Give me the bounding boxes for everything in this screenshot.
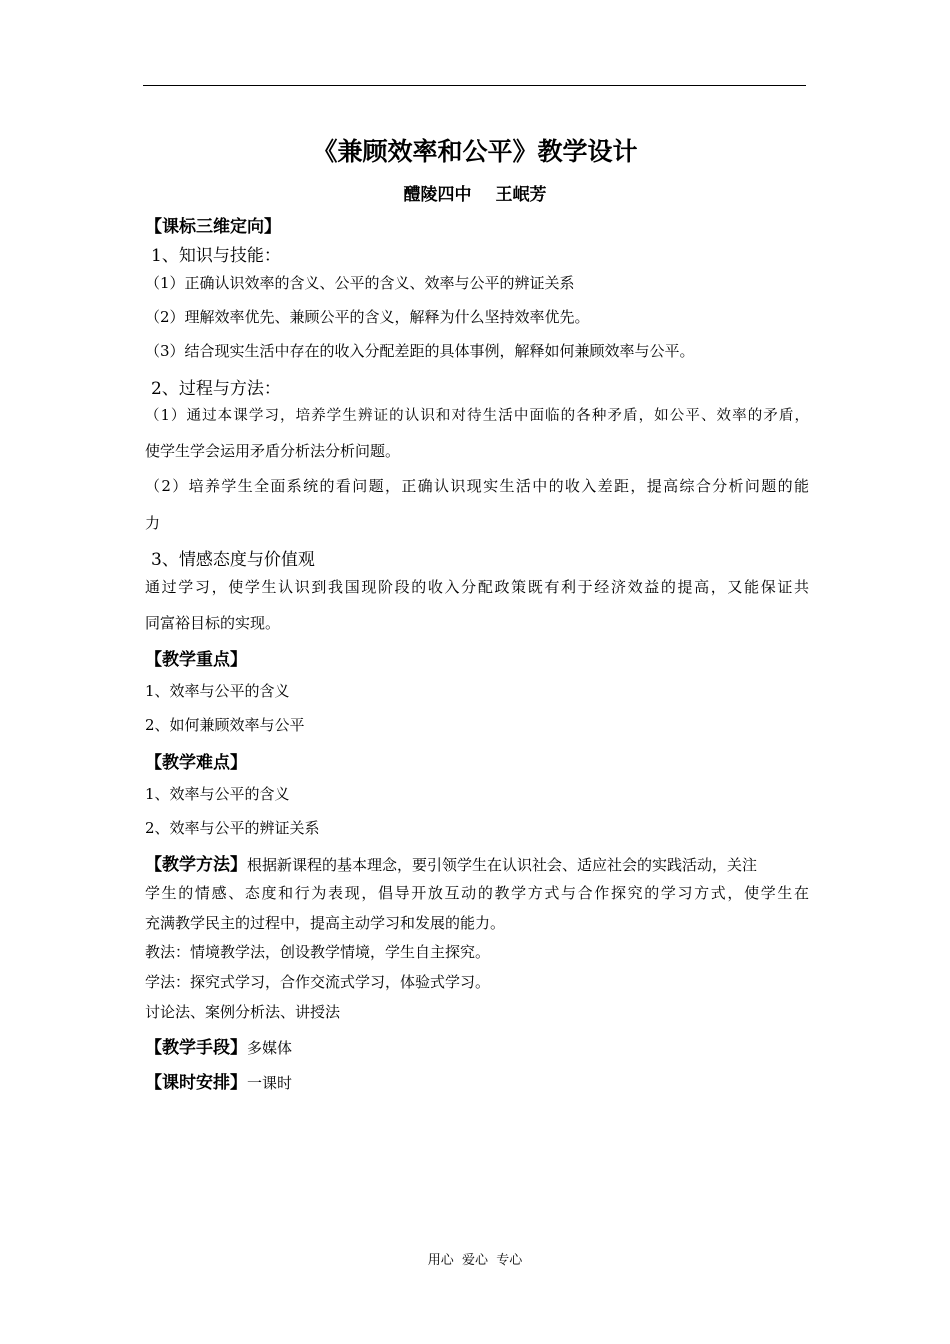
goal1-item-3: （3）结合现实生活中存在的收入分配差距的具体事例，解释如何兼顾效率与公平。 (145, 342, 695, 360)
learning-method: 学法：探究式学习，合作交流式学习，体验式学习。 (145, 973, 491, 991)
method-paragraph-line1 (145, 850, 757, 875)
schedule-line (145, 1068, 292, 1093)
goal2-paragraph2-line2: 力 (145, 514, 161, 532)
method-heading: 【教学方法】 (145, 855, 247, 875)
goal2-paragraph1-line2: 使学生学会运用矛盾分析法分析问题。 (145, 442, 401, 460)
section-goals-heading: 【课标三维定向】 (145, 217, 281, 237)
author-school: 醴陵四中 (403, 185, 472, 205)
difficult-point-2: 2、效率与公平的辨证关系 (145, 819, 320, 837)
document-title: 《兼顾效率和公平》教学设计 (312, 137, 638, 166)
means-line (145, 1033, 292, 1058)
teaching-method: 教法：情境教学法，创设教学情境，学生自主探究。 (145, 943, 491, 961)
goal1-heading: 1、知识与技能： (151, 246, 281, 266)
schedule-value: 一课时 (247, 1074, 293, 1092)
means-heading: 【教学手段】 (145, 1038, 247, 1058)
key-point-1: 1、效率与公平的含义 (145, 682, 290, 700)
goal1-item-2: （2）理解效率优先、兼顾公平的含义，解释为什么坚持效率优先。 (145, 308, 590, 326)
goal3-heading: 3、情感态度与价值观 (151, 550, 315, 570)
other-methods: 讨论法、案例分析法、讲授法 (145, 1003, 341, 1021)
author-line (0, 180, 950, 205)
goal1-item-1: （1）正确认识效率的含义、公平的含义、效率与公平的辨证关系 (145, 274, 575, 292)
goal3-line2: 同富裕目标的实现。 (145, 614, 281, 632)
means-value: 多媒体 (247, 1039, 293, 1057)
difficult-points-heading: 【教学难点】 (145, 753, 247, 773)
method-text-line3: 充满教学民主的过程中，提高主动学习和发展的能力。 (145, 914, 506, 932)
key-points-heading: 【教学重点】 (145, 650, 247, 670)
goal2-paragraph2-line1: （2）培养学生全面系统的看问题，正确认识现实生活中的收入差距，提高综合分析问题的能 (145, 477, 809, 495)
goal2-paragraph1-line1: （1）通过本课学习，培养学生辨证的认识和对待生活中面临的各种矛盾，如公平、效率的矛盾， (145, 408, 809, 424)
method-text-line1: 根据新课程的基本理念，要引领学生在认识社会、适应社会的实践活动，关注 (247, 856, 758, 874)
key-point-2: 2、如何兼顾效率与公平 (145, 716, 305, 734)
author-name: 王岷芳 (495, 185, 547, 205)
page-footer: 用心 爱心 专心 (427, 1253, 523, 1268)
schedule-heading: 【课时安排】 (145, 1073, 247, 1093)
goal2-heading: 2、过程与方法： (151, 379, 281, 399)
method-text-line2: 学生的情感、态度和行为表现，倡导开放互动的教学方式与合作探究的学习方式，使学生在 (145, 884, 809, 902)
goal3-line1: 通过学习，使学生认识到我国现阶段的收入分配政策既有利于经济效益的提高，又能保证共 (145, 578, 809, 596)
header-rule (143, 85, 806, 86)
difficult-point-1: 1、效率与公平的含义 (145, 785, 290, 803)
